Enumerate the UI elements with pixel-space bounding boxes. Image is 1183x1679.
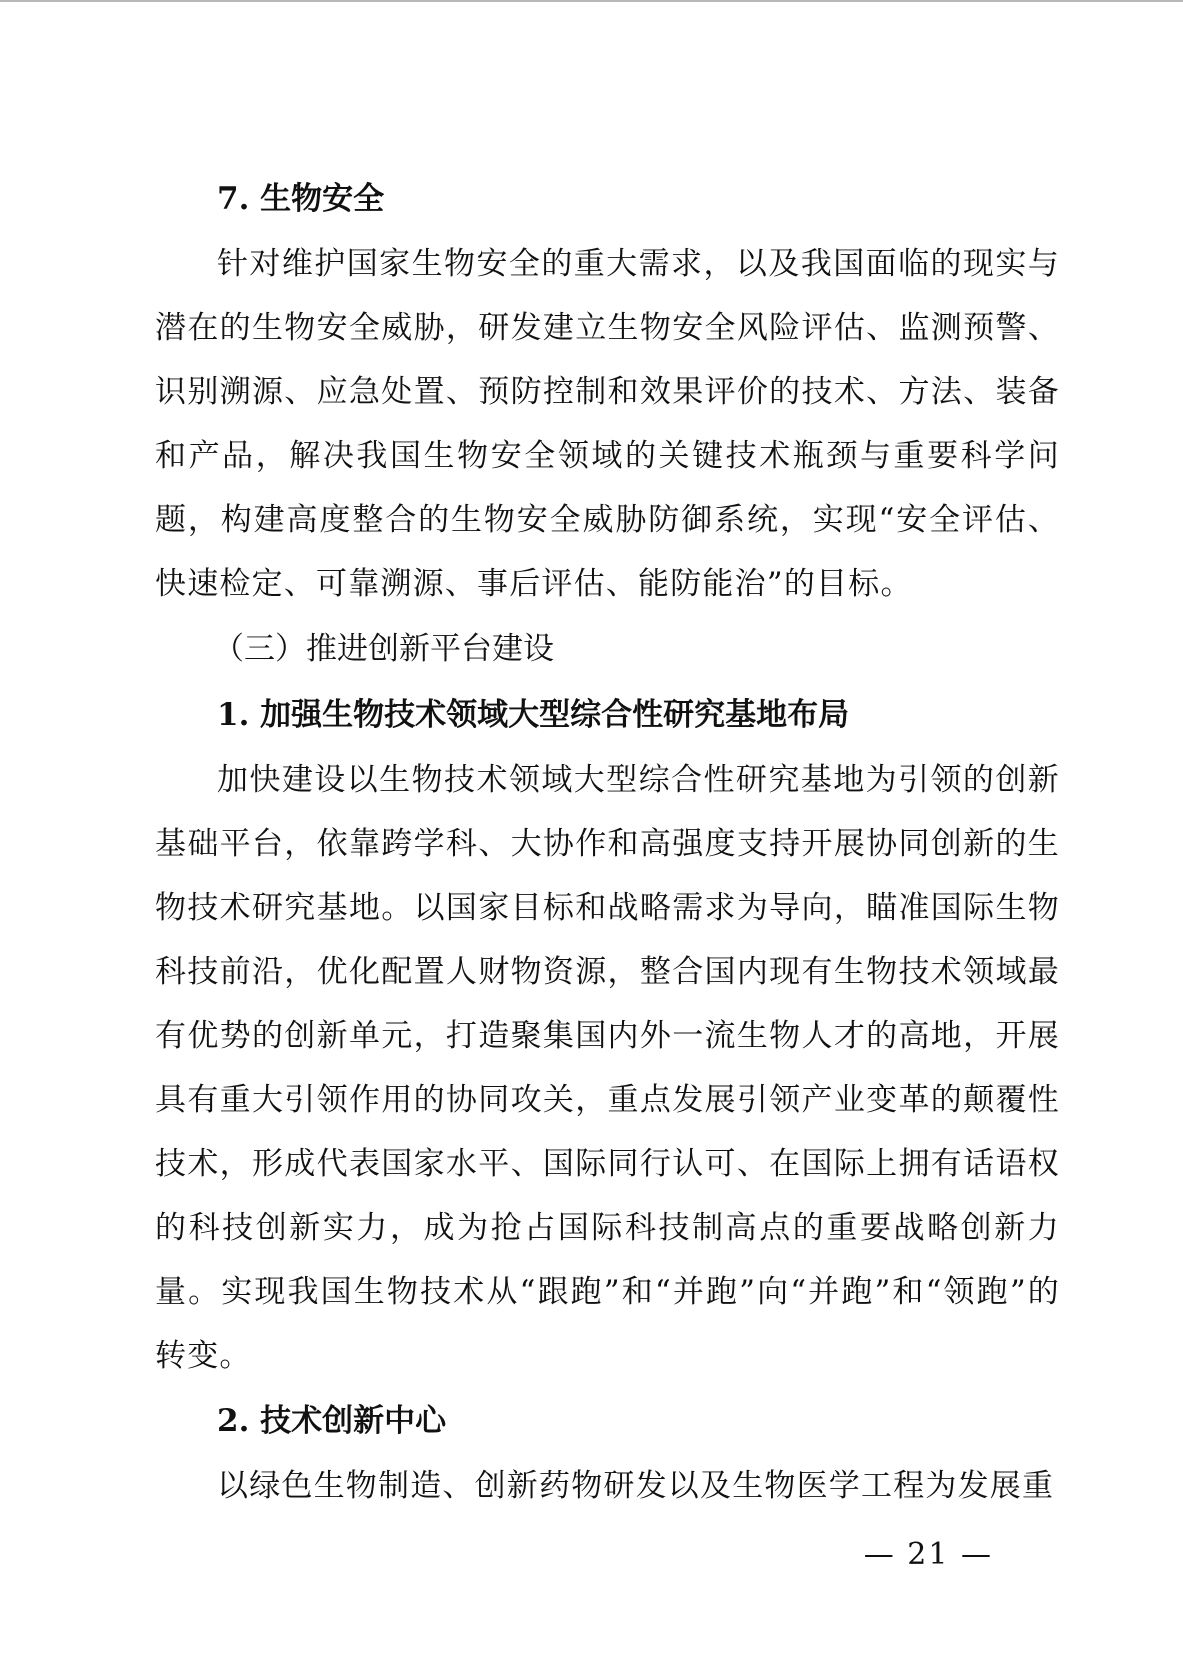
paragraph-tech-innovation-center: 以绿色生物制造、创新药物研发以及生物医学工程为发展重 bbox=[217, 1468, 1055, 1504]
document-body bbox=[155, 166, 1060, 1518]
paragraph-biosafety: 针对维护国家生物安全的重大需求，以及我国面临的现实与潜在的生物安全威胁，研发建立生物安全风险评估、监测预警、识别溯源、应急处置、预防控制和效果评价的技术、方法、装备和产品，解决我国生物安全领域的关键技术瓶颈与重要科学问题，构建高度整合的生物安全威胁防御系统，实现“安全评估、快速检定、可靠溯源、事后评估、能防能治”的目标。 bbox=[155, 246, 1060, 602]
paragraph-research-base-layout: 加快建设以生物技术领域大型综合性研究基地为引领的创新基础平台，依靠跨学科、大协作和高强度支持开展协同创新的生物技术研究基地。以国家目标和战略需求为导向，瞄准国际生物科技前沿，优化配置人财物资源，整合国内现有生物技术领域最有优势的创新单元，打造聚集国内外一流生物人才的高地，开展具有重大引领作用的协同攻关，重点发展引领产业变革的颠覆性技术，形成代表国家水平、国际同行认可、在国际上拥有话语权的科技创新实力，成为抢占国际科技制高点的重要战略创新力量。实现我国生物技术从“跟跑”和“并跑”向“并跑”和“领跑”的转变。 bbox=[155, 762, 1060, 1374]
page-number: — 21 — bbox=[863, 1537, 993, 1572]
heading-research-base-layout: 1. 加强生物技术领域大型综合性研究基地布局 bbox=[217, 697, 850, 733]
page-top-rule bbox=[0, 0, 1183, 2]
section-heading-innovation-platform: （三）推进创新平台建设 bbox=[213, 631, 554, 667]
heading-tech-innovation-center: 2. 技术创新中心 bbox=[217, 1403, 447, 1439]
heading-biosafety: 7. 生物安全 bbox=[217, 181, 385, 217]
